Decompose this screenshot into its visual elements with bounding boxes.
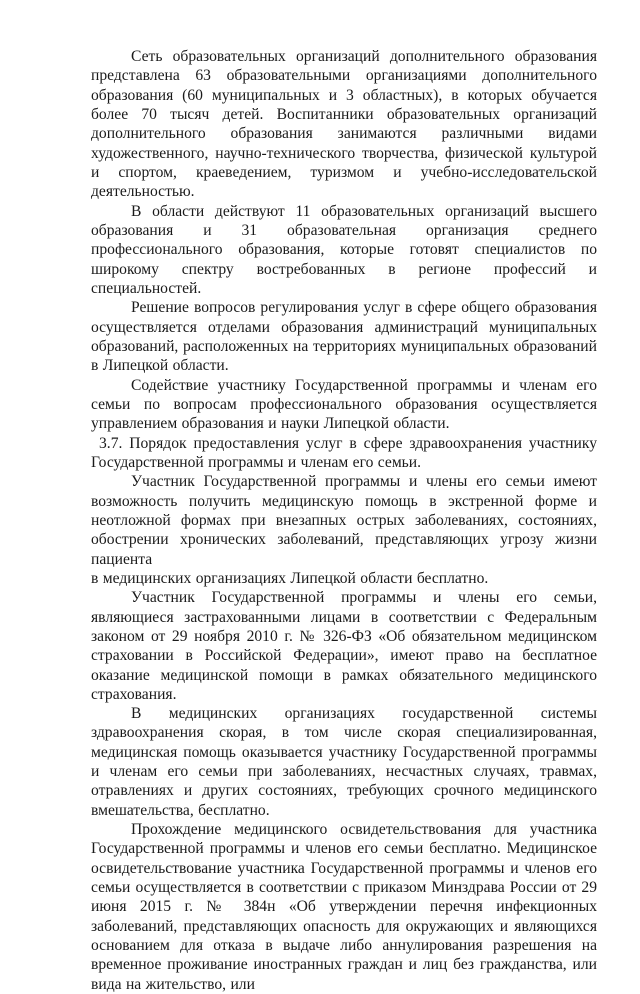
paragraph-additional-education: Сеть образовательных организаций дополнительного образования представлена 63 образовательными организациями дополнительного образования (60 муниципальных и 3 областных), в которых обучается более 70 тысяч детей. Воспитанники образовательных организаций дополнительного образования занимаются различными видами художественного, научно-технического творчества, физической культурой и спортом, краеведением, туризмом и учебно-исследовательской деятельностью. <box>91 48 597 201</box>
paragraph-emergency-care-continued: в медицинских организациях Липецкой области бесплатно. <box>91 569 489 587</box>
document-body <box>91 47 597 994</box>
paragraph-general-education: Решение вопросов регулирования услуг в сфере общего образования осуществляется отделами образования администраций муниципальных образований, расположенных на территориях муниципальных образований в Липецкой области. <box>91 299 597 375</box>
paragraph-higher-education: В области действуют 11 образовательных организаций высшего образования и 31 образовательная организация среднего профессионального образования, которые готовят специалистов по широкому спектру востребованных в регионе профессий и специальностей. <box>91 202 597 297</box>
paragraph-medical-examination: Прохождение медицинского освидетельствования для участника Государственной программы и членов его семьи бесплатно. Медицинское освидетельствование участника Государственной программы и членов его семьи осуществляется в соответствии с приказом Минздрава России от 29 июня 2015 г. № 384н «Об утверждении перечня инфекционных заболеваний, представляющих опасность для окружающих и являющихся основанием для отказа в выдаче либо аннулирования разрешения на временное проживание иностранных граждан и лиц без гражданства, или вида на жительство, или <box>91 821 597 993</box>
section-heading-healthcare: 3.7. Порядок предоставления услуг в сфере здравоохранения участнику Государственной программы и членам его семьи. <box>91 434 597 471</box>
paragraph-medical-insurance: Участник Государственной программы и члены его семьи, являющиеся застрахованными лицами в соответствии с Федеральным законом от 29 ноября 2010 г. № 326-ФЗ «Об обязательном медицинском страховании в Российской Федерации», имеют право на бесплатное оказание медицинской помощи в рамках обязательного медицинского страхования. <box>91 589 597 703</box>
paragraph-emergency-care: Участник Государственной программы и члены его семьи имеют возможность получить медицинскую помощь в экстренной форме и неотложной формах при внезапных острых заболеваниях, состояниях, обострении хронических заболеваний, представляющих угрозу жизни пациента <box>91 473 597 568</box>
paragraph-professional-education: Содействие участнику Государственной программы и членам его семьи по вопросам профессионального образования осуществляется управлением образования и науки Липецкой области. <box>91 376 597 433</box>
paragraph-ambulance: В медицинских организациях государственной системы здравоохранения скорая, в том числе скорая специализированная, медицинская помощь оказывается участнику Государственной программы и членам его семьи при заболеваниях, несчастных случаях, травмах, отравлениях и других состояниях, требующих срочного медицинского вмешательства, бесплатно. <box>91 705 597 819</box>
